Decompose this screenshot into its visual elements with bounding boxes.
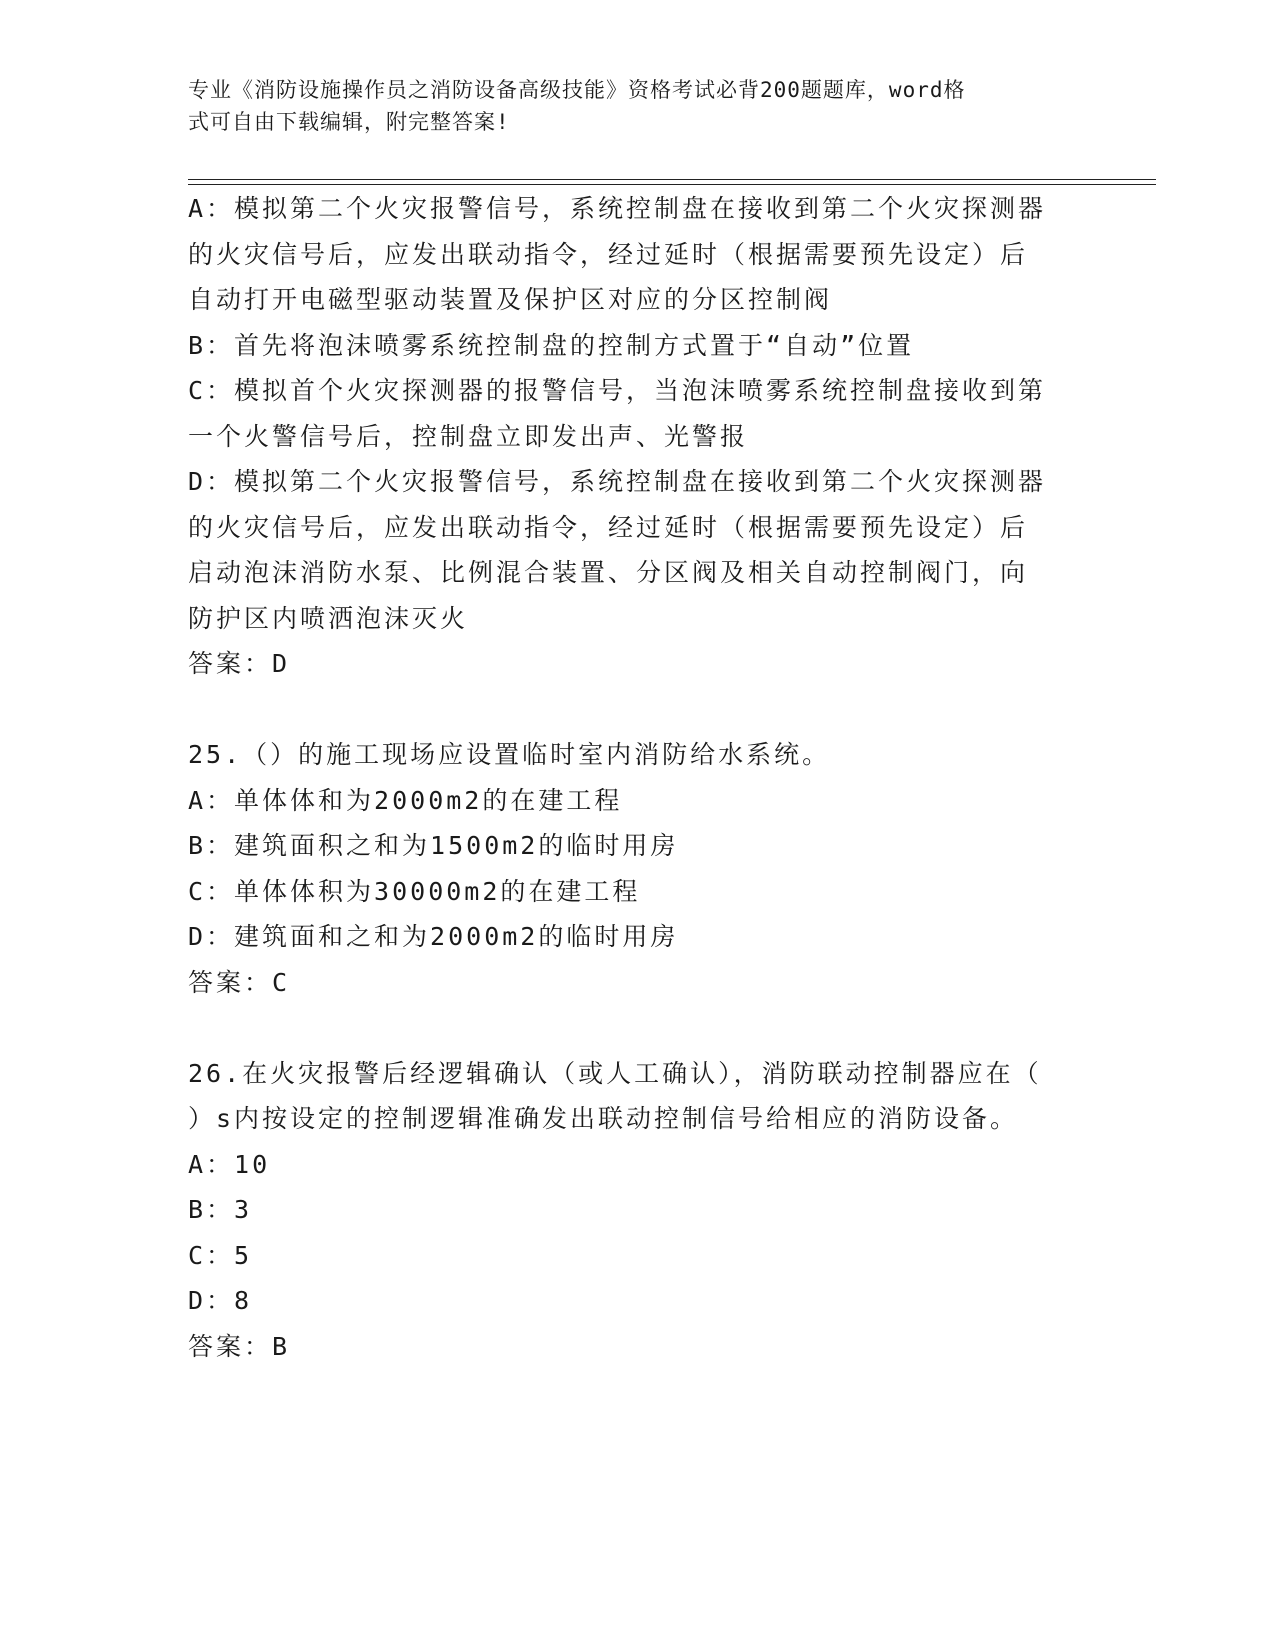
spacer [188, 1005, 1068, 1051]
option-d [188, 459, 1068, 641]
option-text: 自动打开电磁型驱动装置及保护区对应的分区控制阀 [188, 285, 833, 314]
question-stem: ）s内按设定的控制逻辑准确发出联动控制信号给相应的消防设备。 [188, 1104, 1019, 1133]
question-content [188, 186, 1068, 1369]
option-c: C：单体体积为30000m2的在建工程 [188, 876, 641, 906]
spacer [188, 687, 1068, 733]
option-a [188, 186, 1068, 323]
option-text: 的火灾信号后，应发出联动指令，经过延时（根据需要预先设定）后 [188, 239, 1029, 269]
option-text: 防护区内喷洒泡沫灭火 [188, 603, 469, 633]
answer-line: 答案：B [188, 1331, 291, 1361]
question-26 [188, 1051, 1068, 1370]
option-d: D：8 [188, 1286, 253, 1315]
answer-line: 答案：D [188, 649, 291, 678]
document-header [188, 74, 1068, 138]
option-text: 一个火警信号后，控制盘立即发出声、光警报 [188, 421, 749, 451]
option-text: 的火灾信号后，应发出联动指令，经过延时（根据需要预先设定）后 [188, 512, 1029, 542]
option-b: B：首先将泡沫喷雾系统控制盘的控制方式置于“自动”位置 [188, 330, 915, 360]
header-line: 专业《消防设施操作员之消防设备高级技能》资格考试必背200题题库，word格 [188, 78, 966, 102]
option-text: D：模拟第二个火灾报警信号，系统控制盘在接收到第二个火灾探测器 [188, 467, 1047, 496]
answer-line: 答案：C [188, 967, 291, 997]
question-stem: 26.在火灾报警后经逻辑确认（或人工确认），消防联动控制器应在（ [188, 1058, 1042, 1088]
header-line: 式可自由下载编辑，附完整答案! [188, 110, 510, 134]
header-divider [188, 179, 1156, 180]
option-a: A：10 [188, 1149, 271, 1179]
header-divider [188, 184, 1156, 185]
option-b: B：3 [188, 1195, 253, 1224]
option-c: C：5 [188, 1240, 253, 1270]
question-25 [188, 732, 1068, 1005]
option-b: B：建筑面积之和为1500m2的临时用房 [188, 831, 679, 860]
option-text: 启动泡沫消防水泵、比例混合装置、分区阀及相关自动控制阀门，向 [188, 558, 1029, 587]
option-c [188, 368, 1068, 459]
option-text: C：模拟首个火灾探测器的报警信号，当泡沫喷雾系统控制盘接收到第 [188, 376, 1047, 405]
option-a: A：单体体和为2000m2的在建工程 [188, 785, 623, 815]
question-stem: 25.（）的施工现场应设置临时室内消防给水系统。 [188, 740, 831, 769]
option-text: A：模拟第二个火灾报警信号，系统控制盘在接收到第二个火灾探测器 [188, 194, 1047, 223]
option-d: D：建筑面和之和为2000m2的临时用房 [188, 922, 679, 951]
prev-question [188, 186, 1068, 687]
